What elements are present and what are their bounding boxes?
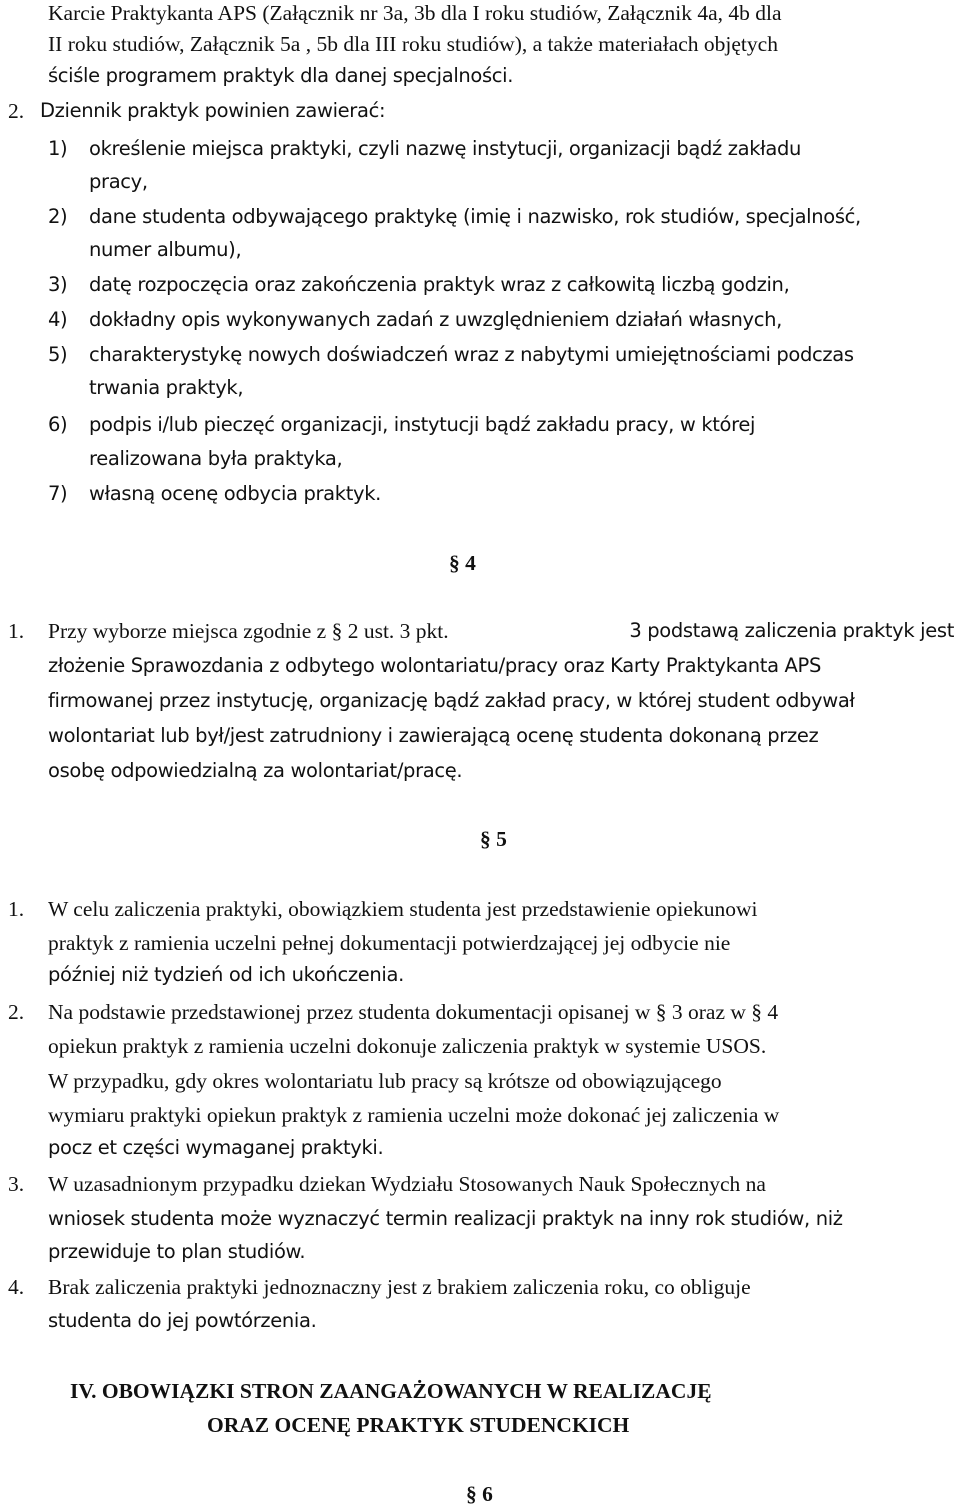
section-5-item-3-line-1: W uzasadnionym przypadku dziekan Wydziału Stosowanych Nauk Społecznych na (48, 1172, 766, 1196)
diary-item-7-line-1: własną ocenę odbycia praktyk. (89, 482, 381, 505)
section-4-item-1-line-1-sans: 3 podstawą zaliczenia praktyk jest (629, 619, 954, 642)
diary-item-3-line-1: datę rozpoczęcia oraz zakończenia praktyk wraz z całkowitą liczbą godzin, (89, 273, 790, 296)
section-4-item-1-line-3: firmowanej przez instytucję, organizację bądź zakład pracy, w której student odbywał (48, 689, 855, 712)
section-5-item-2-line-5: pocz et części wymaganej praktyki. (48, 1136, 384, 1159)
section-5-item-3-number: 3. (8, 1172, 25, 1196)
intro-line-1: Karcie Praktykanta APS (Załącznik nr 3a, 3b dla I roku studiów, Załącznik 4a, 4b dla (48, 1, 782, 25)
chapter-4-title-line-1: IV. OBOWIĄZKI STRON ZAANGAŻOWANYCH W REALIZACJĘ (70, 1379, 712, 1403)
diary-heading: Dziennik praktyk powinien zawierać: (40, 99, 386, 122)
section-5-heading: § 5 (480, 827, 507, 851)
diary-item-6-line-1: podpis i/lub pieczęć organizacji, instytucji bądź zakładu pracy, w której (89, 413, 756, 436)
section-4-item-1-number: 1. (8, 619, 25, 643)
intro-line-3: ściśle programem praktyk dla danej specjalności. (48, 64, 514, 87)
section-4-item-1-line-1 (48, 616, 954, 646)
section-4-heading: § 4 (449, 551, 476, 575)
intro-line-2: II roku studiów, Załącznik 5a , 5b dla III roku studiów), a także materiałach objętych (48, 32, 778, 56)
section-5-item-4-line-1: Brak zaliczenia praktyki jednoznaczny jest z brakiem zaliczenia roku, co obliguje (48, 1275, 751, 1299)
section-5-item-2-line-3: W przypadku, gdy okres wolontariatu lub pracy są krótsze od obowiązującego (48, 1069, 722, 1093)
diary-item-3-number: 3) (48, 273, 68, 296)
diary-item-2-number: 2) (48, 205, 68, 228)
section-5-item-1-line-2: praktyk z ramienia uczelni pełnej dokumentacji potwierdzającej jej odbycie nie (48, 931, 731, 955)
diary-item-7-number: 7) (48, 482, 68, 505)
diary-item-6-number: 6) (48, 413, 68, 436)
diary-item-4-line-1: dokładny opis wykonywanych zadań z uwzględnieniem działań własnych, (89, 308, 782, 331)
diary-number: 2. (8, 99, 25, 123)
diary-item-4-number: 4) (48, 308, 68, 331)
section-5-item-1-line-1: W celu zaliczenia praktyki, obowiązkiem studenta jest przedstawienie opiekunowi (48, 897, 758, 921)
chapter-4-title-line-2: ORAZ OCENĘ PRAKTYK STUDENCKICH (207, 1413, 630, 1437)
section-4-item-1-line-5: osobę odpowiedzialną za wolontariat/pracę. (48, 759, 463, 782)
section-5-item-1-number: 1. (8, 897, 25, 921)
diary-item-6-line-2: realizowana była praktyka, (89, 447, 343, 470)
diary-item-5-line-1: charakterystykę nowych doświadczeń wraz z nabytymi umiejętnościami podczas (89, 343, 854, 366)
section-5-item-3-line-2: wniosek studenta może wyznaczyć termin realizacji praktyk na inny rok studiów, niż (48, 1207, 843, 1230)
diary-item-1-line-2: pracy, (89, 170, 148, 193)
diary-item-1-line-1: określenie miejsca praktyki, czyli nazwę instytucji, organizacji bądź zakładu (89, 137, 801, 160)
section-5-item-1-line-3: później niż tydzień od ich ukończenia. (48, 963, 404, 986)
section-5-item-2-number: 2. (8, 1000, 25, 1024)
section-5-item-4-line-2: studenta do jej powtórzenia. (48, 1309, 317, 1332)
section-4-item-1-line-2: złożenie Sprawozdania z odbytego wolontariatu/pracy oraz Karty Praktykanta APS (48, 654, 821, 677)
section-5-item-4-number: 4. (8, 1275, 25, 1299)
diary-item-2-line-1: dane studenta odbywającego praktykę (imię i nazwisko, rok studiów, specjalność, (89, 205, 861, 228)
section-5-item-2-line-1: Na podstawie przedstawionej przez studenta dokumentacji opisanej w § 3 oraz w § 4 (48, 1000, 779, 1024)
diary-item-5-number: 5) (48, 343, 68, 366)
section-4-item-1-line-1-serif: Przy wyborze miejsca zgodnie z § 2 ust. 3 pkt. (48, 619, 449, 643)
diary-item-1-number: 1) (48, 137, 68, 160)
diary-item-2-line-2: numer albumu), (89, 238, 242, 261)
section-5-item-3-line-3: przewiduje to plan studiów. (48, 1240, 306, 1263)
section-4-item-1-line-4: wolontariat lub był/jest zatrudniony i zawierającą ocenę studenta dokonaną przez (48, 724, 819, 747)
section-5-item-2-line-2: opiekun praktyk z ramienia uczelni dokonuje zaliczenia praktyk w systemie USOS. (48, 1034, 767, 1058)
section-6-heading: § 6 (466, 1482, 493, 1506)
diary-item-5-line-2: trwania praktyk, (89, 376, 244, 399)
section-5-item-2-line-4: wymiaru praktyki opiekun praktyk z ramienia uczelni może dokonać jej zaliczenia w (48, 1103, 780, 1127)
